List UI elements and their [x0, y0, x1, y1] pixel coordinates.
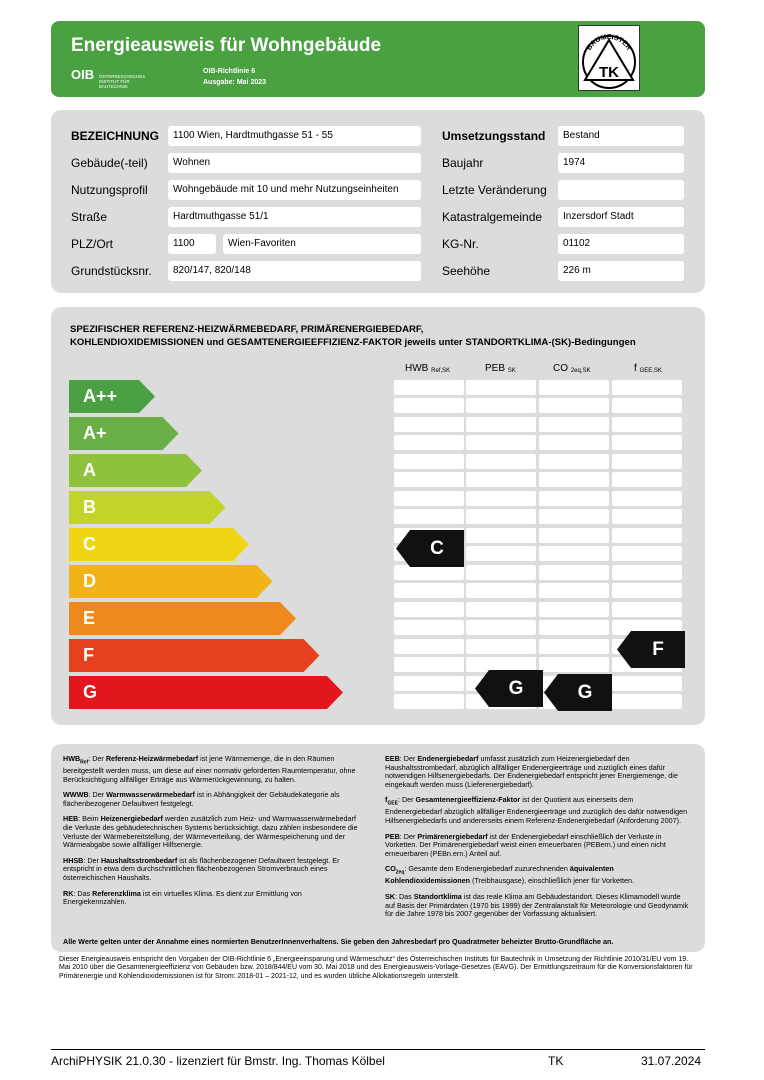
grundstueck-field: 820/147, 820/148	[168, 261, 421, 281]
grid-cell	[394, 565, 464, 580]
grid-cell	[539, 398, 609, 413]
baumeister-stamp	[578, 25, 640, 91]
katastralgemeinde-label: Katastralgemeinde	[442, 210, 543, 224]
legend-wwwb: WWWB: Der Warmwasserwärmebedarf ist in Abhängigkeit der Gebäudekategorie als flächenbezogener Defaultwert festgelegt.	[63, 790, 340, 808]
grid-cell	[394, 417, 464, 432]
katastralgemeinde-field: Inzersdorf Stadt	[558, 207, 684, 227]
plz-field: 1100	[168, 234, 216, 254]
rating-marker-letter: G	[508, 678, 524, 699]
energy-rating-panel	[51, 307, 705, 725]
grid-cell	[394, 472, 464, 487]
grid-cell	[394, 694, 464, 709]
column-header-co2: CO $_{2eq,SK}$	[553, 363, 591, 374]
grid-cell	[539, 380, 609, 395]
document-title: Energieausweis für Wohngebäude	[71, 35, 382, 56]
kg-nr-label: KG-Nr.	[442, 237, 479, 251]
energy-class-bar	[69, 565, 273, 598]
grid-cell	[466, 602, 536, 617]
disclaimer-text: Dieser Energieausweis entspricht den Vorgaben der OIB-Richtlinie 6 „Energieeinsparung und Wärmeschutz“ des Österreichischen Instituts für Bautechnik in Umsetzung der Richtlinie 2010/31/EU vom 19. Mai 2010 über die Gesamtenergieeffizienz von Gebäuden bzw. 2018/844/EU vom 30. Mai 2018 und des Energieausweis-Vorlage-Gesetzes (EAVG). Der Ermittlungszeitraum für die Konversionsfaktoren für Primärenergie und Kohlendioxidemissionen ist für Strom: 2018-01 – 2021-12, und es wurden übliche Allokationsregeln unterstellt.	[59, 956, 693, 980]
grid-cell	[394, 398, 464, 413]
richtlinie-label: OIB-Richtlinie 6	[203, 68, 256, 75]
grid-cell	[539, 583, 609, 598]
energy-class-label: B	[83, 497, 96, 517]
grid-cell	[466, 583, 536, 598]
footer-date: 31.07.2024	[641, 1054, 702, 1068]
legend-rk: RK: Das Referenzklima ist ein virtuelles Klima. Es dient zur Ermittlung von Energiekennzahlen.	[63, 888, 302, 907]
column-header-peb: PEB $_{SK}$	[485, 363, 516, 374]
grid-cell	[466, 417, 536, 432]
legend-eeb: EEB: Der Endenergiebedarf umfasst zusätzlich zum Heizenergiebedarf den Haushaltsstrombedarf, abzüglich allfälliger Endenergieerträge und zuzüglich eines dafür notwendigen Hilfsenergiebedarfs. Der Endenergiebedarf entspricht jener Energiemenge, die eingekauft werden muss (Lieferenergiebedarf).	[385, 754, 678, 789]
rating-marker-letter: F	[652, 639, 664, 660]
grid-cell	[394, 620, 464, 635]
energy-class-label: D	[83, 571, 96, 591]
grid-cell	[539, 472, 609, 487]
energy-class-label: C	[83, 534, 96, 554]
rating-marker-letter: C	[430, 538, 444, 559]
chart-title-line-2: KOHLENDIOXIDEMISSIONEN und GESAMTENERGIEEFFIZIENZ-FAKTOR jeweils unter STANDORTKLIMA-(SK)-Bedingungen	[70, 337, 636, 348]
grid-cell	[466, 435, 536, 450]
grid-cell	[539, 639, 609, 654]
grid-cell	[612, 435, 682, 450]
grid-cell	[394, 509, 464, 524]
grid-cell	[394, 583, 464, 598]
grid-cell	[466, 454, 536, 469]
legend-footnote: Alle Werte gelten unter der Annahme eines normierten BenutzerInnenverhaltens. Sie geben den Jahresbedarf pro Quadratmeter beheizter Brutto-Grundfläche an.	[63, 937, 614, 946]
legend-hwb: $HWB_{Ref}$: Der Referenz-Heizwärmebedarf ist jene Wärmemenge, die in den Räumen bereitgestellt werden muss, um diese auf einer normativ geforderten Raumtemperatur, ohne Berücksichtigung allfälliger Erträge aus Wärmerückgewinnung, zu halten.	[63, 754, 356, 784]
baujahr-label: Baujahr	[442, 156, 484, 170]
grid-cell	[394, 380, 464, 395]
grid-cell	[612, 398, 682, 413]
grundstueck-label: Grundstücksnr.	[71, 264, 152, 278]
grid-cell	[539, 454, 609, 469]
energy-class-label: A	[83, 460, 96, 480]
grid-cell	[612, 509, 682, 524]
nutzungsprofil-field: Wohngebäude mit 10 und mehr Nutzungseinheiten	[168, 180, 421, 200]
grid-cell	[466, 565, 536, 580]
energy-class-bar	[69, 491, 226, 524]
seehoehe-field: 226 m	[558, 261, 684, 281]
rating-marker-letter: G	[577, 682, 593, 703]
gebaeude-label: Gebäude(-teil)	[71, 156, 148, 170]
legend-peb: PEB: Der Primärenergiebedarf ist der Endenergiebedarf einschließlich der Verluste in Vorketten. Der Primärenergiebedarf weist einen erneuerbaren (PEBern.) und einen nicht erneuerbaren (PEBn.ern.) Anteil auf.	[385, 831, 666, 858]
grid-cell	[466, 380, 536, 395]
grid-cell	[612, 380, 682, 395]
grid-cell	[394, 435, 464, 450]
grid-cell	[539, 491, 609, 506]
grid-cell	[394, 491, 464, 506]
chart-title-line-1: SPEZIFISCHER REFERENZ-HEIZWÄRMEBEDARF, PRIMÄRENERGIEBEDARF,	[70, 324, 424, 335]
strasse-label: Straße	[71, 210, 108, 224]
grid-cell	[466, 472, 536, 487]
grid-cell	[539, 657, 609, 672]
seehoehe-label: Seehöhe	[442, 264, 491, 278]
grid-cell	[612, 602, 682, 617]
baujahr-field: 1974	[558, 153, 684, 173]
energy-class-label: A+	[83, 423, 107, 443]
energy-class-bar	[69, 380, 155, 413]
energy-class-bar	[69, 528, 249, 561]
plz-label: PLZ/Ort	[71, 237, 114, 251]
rating-marker	[544, 674, 612, 711]
legend-hhsb: HHSB: Der Haushaltsstrombedarf ist als flächenbezogener Defaultwert festgelegt. Er entspricht in etwa dem durchschnittlichen flächenbezogenen Stromverbrauch eines österreichischen Haushalts.	[63, 855, 340, 882]
strasse-field: Hardtmuthgasse 51/1	[168, 207, 421, 227]
grid-cell	[539, 546, 609, 561]
legend-sk: SK: Das Standortklima ist das reale Klima am Gebäudestandort. Dieses Klimamodell wurde auf Basis der Primärdaten (1970 bis 1999) der Zentralanstalt für Meteorologie und Geodynamik für die Jahre 1978 bis 2007 gegenüber der Vorfassung aktualisiert.	[385, 892, 689, 919]
grid-cell	[466, 398, 536, 413]
grid-cell	[539, 435, 609, 450]
legend-co2: $CO_{2eq}$: Gesamte dem Endenergiebedarf zuzurechnenden äquivalenten Kohlendioxidemissionen (Treibhausgase), einschließlich jener für Vorketten.	[385, 864, 635, 886]
grid-cell	[612, 491, 682, 506]
grid-cell	[612, 472, 682, 487]
energy-class-bar	[69, 602, 296, 635]
footer-initials: TK	[548, 1054, 564, 1068]
energy-class-label: F	[83, 645, 94, 665]
column-header-fgee: f $_{GEE,SK}$	[634, 363, 662, 374]
umsetzung-field: Bestand	[558, 126, 684, 146]
grid-cell	[466, 620, 536, 635]
footer-software: ArchiPHYSIK 21.0.30 - lizenziert für Bmstr. Ing. Thomas Kölbel	[51, 1054, 385, 1068]
grid-cell	[394, 676, 464, 691]
grid-cell	[394, 639, 464, 654]
grid-cell	[539, 509, 609, 524]
umsetzung-label: Umsetzungsstand	[442, 129, 546, 143]
gebaeude-field: Wohnen	[168, 153, 421, 173]
baumeister-stamp-icon	[579, 26, 639, 90]
legend-panel	[51, 744, 705, 952]
rating-marker	[617, 631, 685, 668]
nutzungsprofil-label: Nutzungsprofil	[71, 183, 148, 197]
legend-heb: HEB: Beim Heizenergiebedarf werden zusätzlich zum Heiz- und Warmwasserwärmebedarf die Verluste des gebäudetechnischen Systems berücksichtigt, dazu zählen insbesondere die Verluste der Wärmebereitstellung, der Wärmeverteilung, der Wärmespeicherung und der Wärmeabgabe sowie allfälliger Hilfsenergie.	[63, 814, 358, 850]
grid-cell	[539, 620, 609, 635]
energy-class-bar	[69, 417, 179, 450]
footer-divider	[51, 1049, 705, 1050]
grid-cell	[466, 639, 536, 654]
grid-cell	[539, 602, 609, 617]
grid-cell	[612, 528, 682, 543]
bezeichnung-label: BEZEICHNUNG	[71, 129, 160, 143]
grid-cell	[394, 602, 464, 617]
grid-cell	[539, 528, 609, 543]
legend-left-column	[63, 755, 363, 914]
letzte-veraenderung-label: Letzte Veränderung	[442, 183, 547, 197]
grid-cell	[466, 509, 536, 524]
rating-marker	[475, 670, 543, 707]
grid-cell	[612, 583, 682, 598]
grid-cell	[612, 454, 682, 469]
grid-cell	[394, 657, 464, 672]
legend-fgee: $f_{GEE}$: Der Gesamtenergieeffizienz-Faktor ist der Quotient aus einerseits dem Endenergiebedarf abzüglich allfälliger Endenergieerträge und zuzüglich des dafür notwendigen Hilfsenergiebedarfs und andererseits einem Referenz-Endenergiebedarf (Anforderung 2007).	[385, 795, 688, 825]
oib-logo-subtitle: ÖSTERREICHISCHES INSTITUT FÜR BAUTECHNIK	[99, 74, 146, 89]
grid-cell	[612, 546, 682, 561]
bezeichnung-field: 1100 Wien, Hardtmuthgasse 51 - 55	[168, 126, 421, 146]
legend-right-column	[385, 755, 691, 926]
stamp-initials: TK	[599, 64, 619, 81]
grid-cell	[539, 565, 609, 580]
ausgabe-label: Ausgabe: Mai 2023	[203, 79, 267, 86]
grid-cell	[539, 417, 609, 432]
grid-cell	[612, 565, 682, 580]
energy-class-bar	[69, 454, 202, 487]
building-info-panel	[51, 110, 705, 293]
grid-cell	[394, 454, 464, 469]
energy-class-bar	[69, 639, 320, 672]
header-banner	[51, 21, 705, 97]
kg-nr-field: 01102	[558, 234, 684, 254]
energy-class-label: E	[83, 608, 96, 628]
grid-cell	[466, 491, 536, 506]
column-header-hwb: HWB $_{Ref,SK}$	[405, 363, 451, 374]
energy-class-label: A++	[83, 386, 118, 406]
rating-marker	[396, 530, 464, 567]
energy-class-label: G	[83, 682, 98, 702]
grid-cell	[612, 417, 682, 432]
energy-class-bar	[69, 676, 343, 709]
ort-field: Wien-Favoriten	[223, 234, 421, 254]
letzte-veraenderung-field	[558, 180, 684, 200]
stamp-ring-text: BAUMEISTER	[585, 33, 633, 52]
oib-logo: OIB	[71, 67, 95, 82]
